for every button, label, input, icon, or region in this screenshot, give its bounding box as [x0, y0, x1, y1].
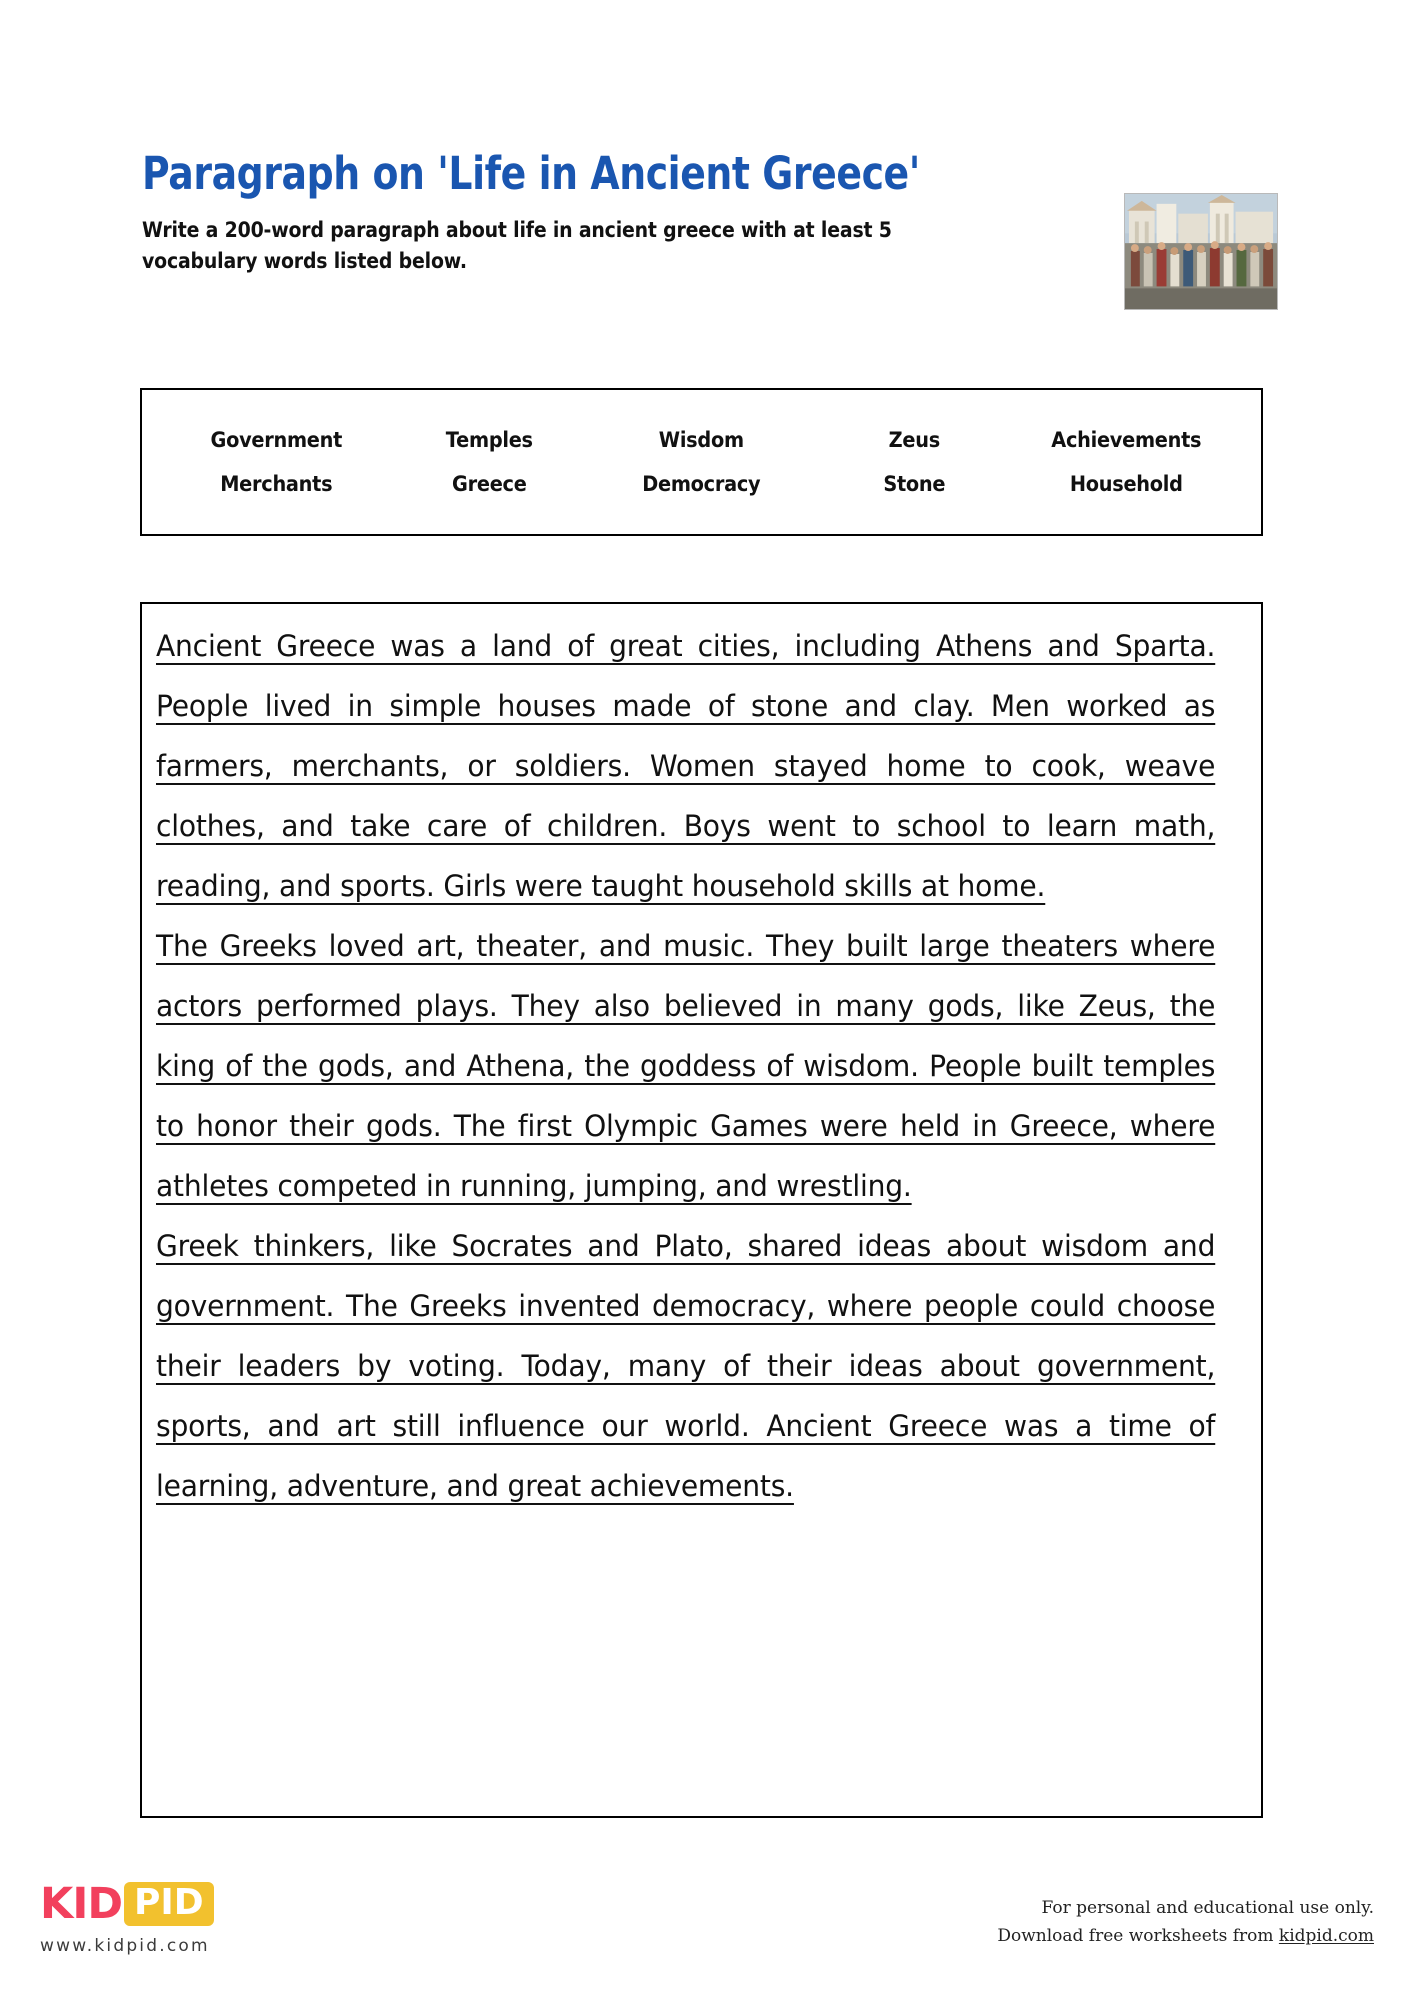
vocabulary-word-bank	[140, 388, 1263, 536]
footer-note-line-1: For personal and educational use only.	[1041, 1898, 1374, 1918]
answer-writing-area[interactable]	[140, 602, 1263, 1818]
vocabulary-word: Greece	[451, 472, 527, 496]
vocabulary-word: Democracy	[642, 472, 761, 496]
logo-pid-badge: PID	[124, 1882, 214, 1927]
instructions-text: Write a 200-word paragraph about life in ancient greece with at least 5 vocabulary words listed below.	[142, 218, 892, 273]
answer-paragraph: Greek thinkers, like Socrates and Plato, shared ideas about wisdom and government. The Greeks invented democracy, where people could choose their leaders by voting. Today, many of their ideas about government, sports, and art still influence our world. Ancient Greece was a time of learning, adventure, and great achievements.	[156, 1229, 1216, 1503]
worksheet-header	[142, 147, 1272, 276]
vocabulary-word: Merchants	[220, 472, 333, 496]
vocabulary-row	[170, 418, 1233, 462]
vocabulary-word: Achievements	[1051, 428, 1202, 452]
logo-website-url: www.kidpid.com	[40, 1936, 210, 1956]
footer-usage-note	[814, 1895, 1374, 1950]
answer-paragraph: Ancient Greece was a land of great cities, including Athens and Sparta. People lived in simple houses made of stone and clay. Men worked as farmers, merchants, or soldiers. Women stayed home to cook, weave clothes, and take care of children. Boys went to school to learn math, reading, and sports. Girls were taught household skills at home.	[156, 629, 1216, 903]
ancient-greece-illustration	[1124, 193, 1278, 310]
vocabulary-word: Wisdom	[658, 428, 744, 452]
answer-paragraph: The Greeks loved art, theater, and music. They built large theaters where actors performed plays. They also believed in many gods, like Zeus, the king of the gods, and Athena, the goddess of wisdom. People built temples to honor their gods. The first Olympic Games were held in Greece, where athletes competed in running, jumping, and wrestling.	[156, 929, 1216, 1203]
logo-kid-text: KID	[40, 1878, 123, 1929]
vocabulary-word: Household	[1070, 472, 1184, 496]
footer-note-line-2	[814, 1923, 1374, 1951]
vocabulary-row	[170, 462, 1233, 506]
vocabulary-word: Government	[210, 428, 343, 452]
kidpid-logo[interactable]	[40, 1878, 300, 1956]
kidpid-link[interactable]: kidpid.com	[1278, 1925, 1374, 1946]
logo-mark	[40, 1878, 300, 1930]
page-title: Paragraph on 'Life in Ancient Greece'	[142, 147, 920, 200]
footer-note-prefix: Download free worksheets from	[997, 1925, 1279, 1946]
vocabulary-word: Stone	[883, 472, 946, 496]
vocabulary-word: Temples	[445, 428, 533, 452]
vocabulary-word: Zeus	[888, 428, 940, 452]
